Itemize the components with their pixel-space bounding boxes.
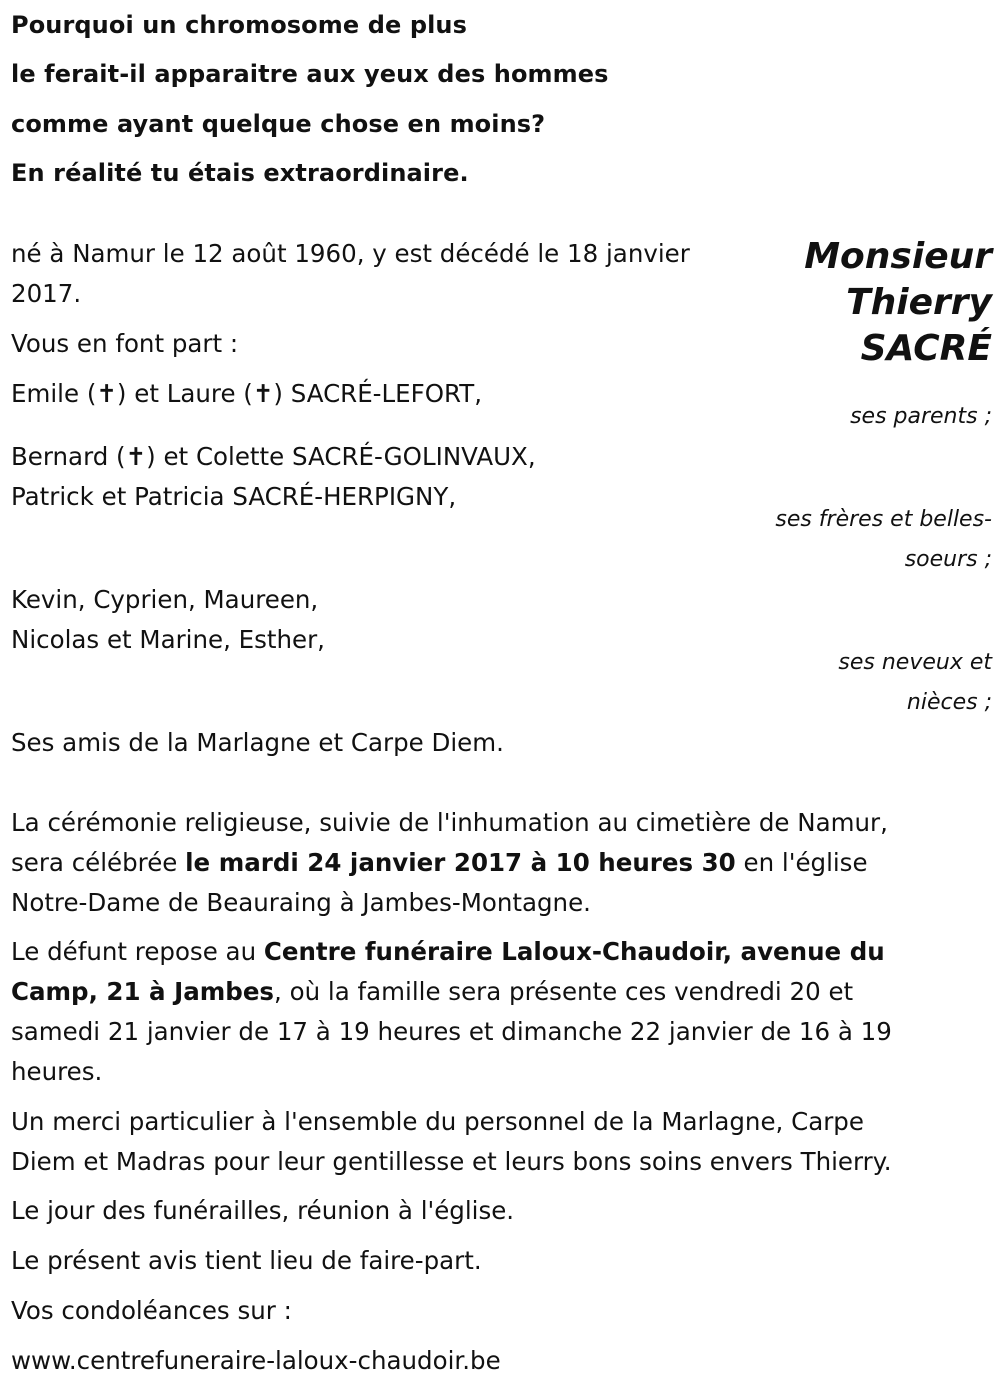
parents-relation: ses parents ;: [850, 404, 992, 429]
birth-death-line-2: 2017.: [11, 279, 82, 308]
deceased-name: [804, 234, 992, 372]
siblings-relation-1: ses frères et belles-: [775, 507, 992, 532]
poem-line-4: En réalité tu étais extraordinaire.: [11, 159, 469, 187]
condolences-label: Vos condoléances sur :: [11, 1296, 292, 1325]
announcement: Vous en font part :: [11, 329, 239, 358]
repose-line-3: samedi 21 janvier de 17 à 19 heures et dimanche 22 janvier de 16 à 19: [11, 1017, 892, 1046]
parents-names: Emile (✝) et Laure (✝) SACRÉ-LEFORT,: [11, 379, 483, 408]
ceremony-line-3: Notre-Dame de Beauraing à Jambes-Montagne.: [11, 888, 591, 917]
siblings-line-2: Patrick et Patricia SACRÉ-HERPIGNY,: [11, 482, 457, 511]
nephews-relation-2: nièces ;: [906, 690, 992, 715]
nephews-line-2: Nicolas et Marine, Esther,: [11, 625, 325, 654]
repose-line-4: heures.: [11, 1057, 103, 1086]
reunion-line: Le jour des funérailles, réunion à l'église.: [11, 1196, 515, 1225]
repose-line-1-pre: Le défunt repose au: [11, 937, 264, 966]
deceased-title: Monsieur: [804, 236, 992, 277]
repose-location-2: Camp, 21 à Jambes: [11, 977, 275, 1006]
birth-death-line-1: né à Namur le 12 août 1960, y est décédé le 18 janvier: [11, 239, 690, 268]
thanks-line-1: Un merci particulier à l'ensemble du personnel de la Marlagne, Carpe: [11, 1107, 864, 1136]
siblings-relation-2: soeurs ;: [904, 547, 992, 572]
poem-line-1: Pourquoi un chromosome de plus: [11, 11, 467, 39]
deceased-last-name: SACRÉ: [860, 328, 992, 369]
siblings-line-1: Bernard (✝) et Colette SACRÉ-GOLINVAUX,: [11, 442, 536, 471]
poem-line-2: le ferait-il apparaitre aux yeux des hommes: [11, 60, 609, 88]
repose-line-2-post: , où la famille sera présente ces vendredi 20 et: [274, 977, 854, 1006]
nephews-relation-1: ses neveux et: [838, 650, 992, 675]
ceremony-date-time: le mardi 24 janvier 2017 à 10 heures 30: [185, 848, 736, 877]
ceremony-line-2-post: en l'église: [735, 848, 868, 877]
deceased-first-name: Thierry: [846, 282, 992, 323]
ceremony-line-2-pre: sera célébrée: [11, 848, 186, 877]
poem-line-3: comme ayant quelque chose en moins?: [11, 110, 546, 138]
ceremony-line-2: [11, 846, 868, 880]
ceremony-line-1: La cérémonie religieuse, suivie de l'inhumation au cimetière de Namur,: [11, 808, 888, 837]
friends-line: Ses amis de la Marlagne et Carpe Diem.: [11, 728, 504, 757]
condolences-website-link[interactable]: www.centrefuneraire-laloux-chaudoir.be: [11, 1346, 501, 1375]
repose-line-2: [11, 975, 853, 1009]
repose-location-1: Centre funéraire Laloux-Chaudoir, avenue du: [263, 937, 885, 966]
nephews-line-1: Kevin, Cyprien, Maureen,: [11, 585, 319, 614]
thanks-line-2: Diem et Madras pour leur gentillesse et leurs bons soins envers Thierry.: [11, 1147, 892, 1176]
repose-line-1: [11, 935, 885, 969]
notice-line: Le présent avis tient lieu de faire-part.: [11, 1246, 482, 1275]
